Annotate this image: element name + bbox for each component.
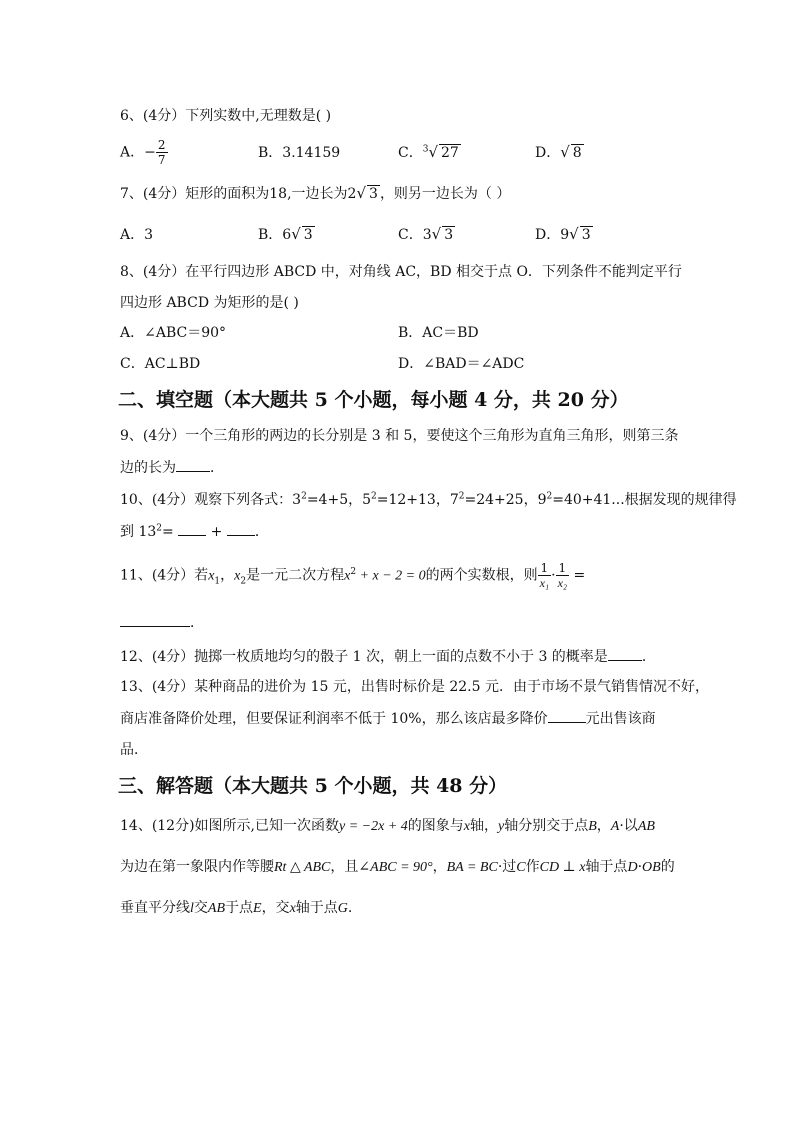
q7-option-d: D．9√ 3: [535, 225, 591, 243]
q7-stem: 7、(4分）矩形的面积为18,一边长为2√ 3 ，则另一边长为（ ）: [120, 184, 511, 202]
section-answer-heading: 三、解答题（本大题共 5 个小题，共 48 分）: [118, 775, 508, 797]
q7-option-a: A．3: [120, 227, 154, 243]
q6-option-c: C．$^3$√ 27: [398, 143, 459, 161]
q13-stem-line1: 13、(4分）某种商品的进价为 15 元，出售时标价是 22.5 元．由于市场不景气销售情况不好，: [120, 679, 709, 695]
q7-option-b: B．6√ 3: [258, 225, 313, 243]
q13-stem-line3: 品．: [120, 742, 148, 758]
q8-stem-line2: 四边形 ABCD 为矩形的是( ): [120, 295, 299, 311]
q10-stem-line1: 10、(4分）观察下列各式：$3^2=4+5$，$5^2=12+13$，$7^2=24+25$，$9^2=40+41$...根据发现的规律得: [120, 491, 737, 508]
q14-stem-line1: 14、(12分)如图所示,已知一次函数y = −2x + 4的图象与x轴，y轴分别交于点B，A·以AB: [120, 818, 655, 834]
q6-stem: 6、(4分）下列实数中,无理数是( ): [120, 108, 332, 124]
q6-option-b: B．3.14159: [258, 145, 341, 161]
q13-stem-line2: 商店准备降价处理，但要保证利润率不低于 10%，那么该店最多降价 元出售该商: [120, 711, 656, 727]
q8-option-a: A．∠ABC＝90°: [120, 325, 227, 341]
q8-option-c: C．AC⊥BD: [120, 356, 201, 372]
q9-stem-line1: 9、(4分）一个三角形的两边的长分别是 3 和 5，要使这个三角形为直角三角形，则第三条: [120, 428, 679, 444]
q6-option-a: A．− $\frac{2}{7}$: [120, 138, 166, 167]
q7-option-c: C．3√ 3: [398, 225, 454, 243]
q8-stem-line1: 8、(4分）在平行四边形 ABCD 中，对角线 AC，BD 相交于点 O．下列条件不能判定平行: [120, 264, 682, 280]
q14-stem-line2: 为边在第一象限内作等腰Rt △ ABC，且∠ABC = 90°，BA = BC·过C作CD ⊥ x轴于点D·OB的: [120, 859, 675, 875]
q11-stem: 11、(4分）若$x_1$，$x_2$是一元二次方程$x^2 + x - 2 = 0$的两个实数根，则 $\frac{1}{\text{x₁}}$ · $\frac{1}{\text{x₂}}$ =: [120, 561, 586, 590]
q11-answer-line: ．: [120, 612, 204, 632]
q9-stem-line2: 边的长为 ．: [120, 460, 224, 476]
q12-stem: 12、(4分）抛掷一枚质地均匀的骰子 1 次，朝上一面的点数不小于 3 的概率是 ．: [120, 649, 656, 665]
q8-option-d: D．∠BAD＝∠ADC: [398, 356, 525, 372]
q8-option-b: B．AC＝BD: [398, 325, 479, 341]
q6-option-d: D．√ 8: [535, 143, 582, 161]
section-fill-in-heading: 二、填空题（本大题共 5 个小题，每小题 4 分，共 20 分）: [118, 389, 629, 411]
q10-stem-line2: 到 $13^2=$ + ．: [120, 523, 269, 540]
q14-stem-line3: 垂直平分线l交AB于点E，交x轴于点G.: [120, 900, 353, 916]
